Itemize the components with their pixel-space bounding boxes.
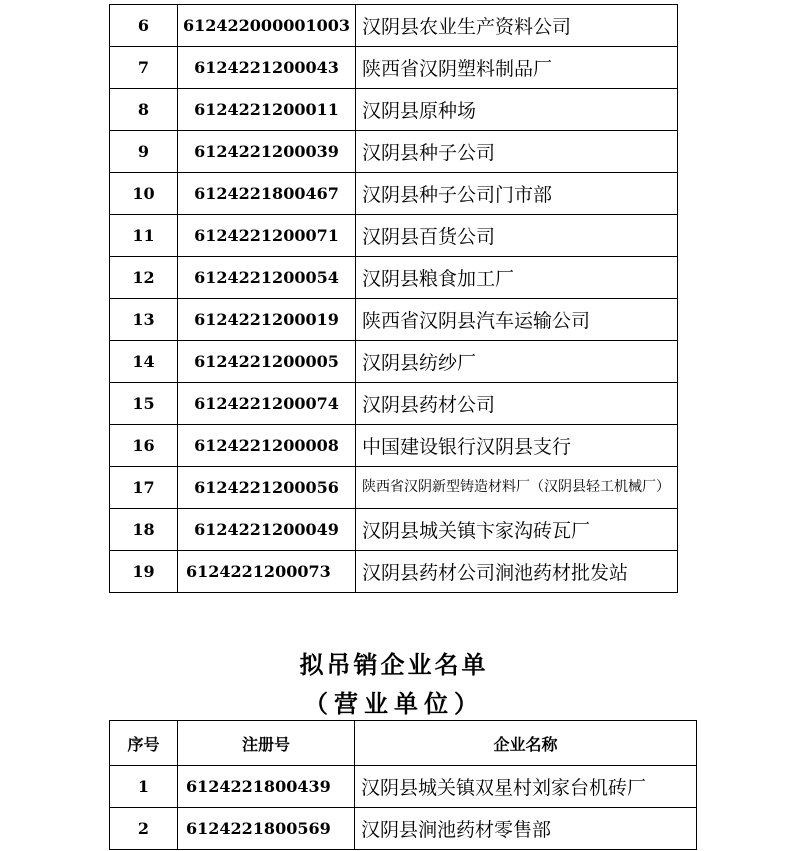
table-row [110,257,678,299]
row-number: 14 [110,341,178,383]
section-title: 拟吊销企业名单 [299,650,489,679]
row-number: 15 [110,383,178,425]
row-number: 10 [110,173,178,215]
registration-number: 6124221800467 [178,173,356,215]
row-number: 18 [110,509,178,551]
enterprise-name: 汉阴县城关镇双星村刘家台机砖厂 [355,766,697,808]
enterprise-name: 汉阴县种子公司 [356,131,678,173]
registration-number: 6124221200056 [178,467,356,509]
row-number: 16 [110,425,178,467]
enterprise-name: 中国建设银行汉阴县支行 [356,425,678,467]
section-subtitle: （营业单位） [304,689,484,718]
enterprise-name: 汉阴县药材公司涧池药材批发站 [356,551,678,593]
registration-number: 6124221200019 [178,299,356,341]
table-row [110,47,678,89]
row-number: 7 [110,47,178,89]
enterprise-table-continued [109,4,678,593]
header-registration-number: 注册号 [178,721,355,766]
row-number: 8 [110,89,178,131]
table-row [110,808,697,850]
row-number: 6 [110,5,178,47]
table-row [110,341,678,383]
table-row [110,131,678,173]
enterprise-name: 汉阴县粮食加工厂 [356,257,678,299]
table-row [110,467,678,509]
registration-number: 6124221200073 [178,551,356,593]
table-row [110,173,678,215]
row-number: 2 [110,808,178,850]
row-number: 13 [110,299,178,341]
enterprise-name: 汉阴县百货公司 [356,215,678,257]
row-number: 12 [110,257,178,299]
row-number: 17 [110,467,178,509]
revocation-enterprise-table [109,720,697,850]
table-row [110,551,678,593]
registration-number: 6124221200049 [178,509,356,551]
table-row [110,215,678,257]
registration-number: 6124221200071 [178,215,356,257]
registration-number: 6124221200054 [178,257,356,299]
registration-number: 6124221200039 [178,131,356,173]
table-row [110,766,697,808]
row-number: 9 [110,131,178,173]
registration-number: 6124221200008 [178,425,356,467]
row-number: 1 [110,766,178,808]
table-row [110,425,678,467]
row-number: 11 [110,215,178,257]
enterprise-name: 汉阴县药材公司 [356,383,678,425]
enterprise-name: 陕西省汉阴县汽车运输公司 [356,299,678,341]
registration-number: 6124221200005 [178,341,356,383]
table-row [110,383,678,425]
enterprise-name: 汉阴县原种场 [356,89,678,131]
registration-number: 612422000001003 [178,5,356,47]
table-row [110,299,678,341]
registration-number: 6124221200011 [178,89,356,131]
header-enterprise-name: 企业名称 [355,721,697,766]
table-row [110,89,678,131]
enterprise-name: 汉阴县涧池药材零售部 [355,808,697,850]
enterprise-name: 陕西省汉阴新型铸造材料厂（汉阴县轻工机械厂） [356,467,678,509]
header-serial-number: 序号 [110,721,178,766]
row-number: 19 [110,551,178,593]
table-row [110,5,678,47]
enterprise-name: 汉阴县纺纱厂 [356,341,678,383]
registration-number: 6124221200074 [178,383,356,425]
registration-number: 6124221800439 [178,766,355,808]
registration-number: 6124221800569 [178,808,355,850]
registration-number: 6124221200043 [178,47,356,89]
enterprise-name: 陕西省汉阴塑料制品厂 [356,47,678,89]
enterprise-name: 汉阴县种子公司门市部 [356,173,678,215]
table-row [110,509,678,551]
enterprise-name: 汉阴县农业生产资料公司 [356,5,678,47]
table-header-row [110,721,697,766]
enterprise-name: 汉阴县城关镇卞家沟砖瓦厂 [356,509,678,551]
